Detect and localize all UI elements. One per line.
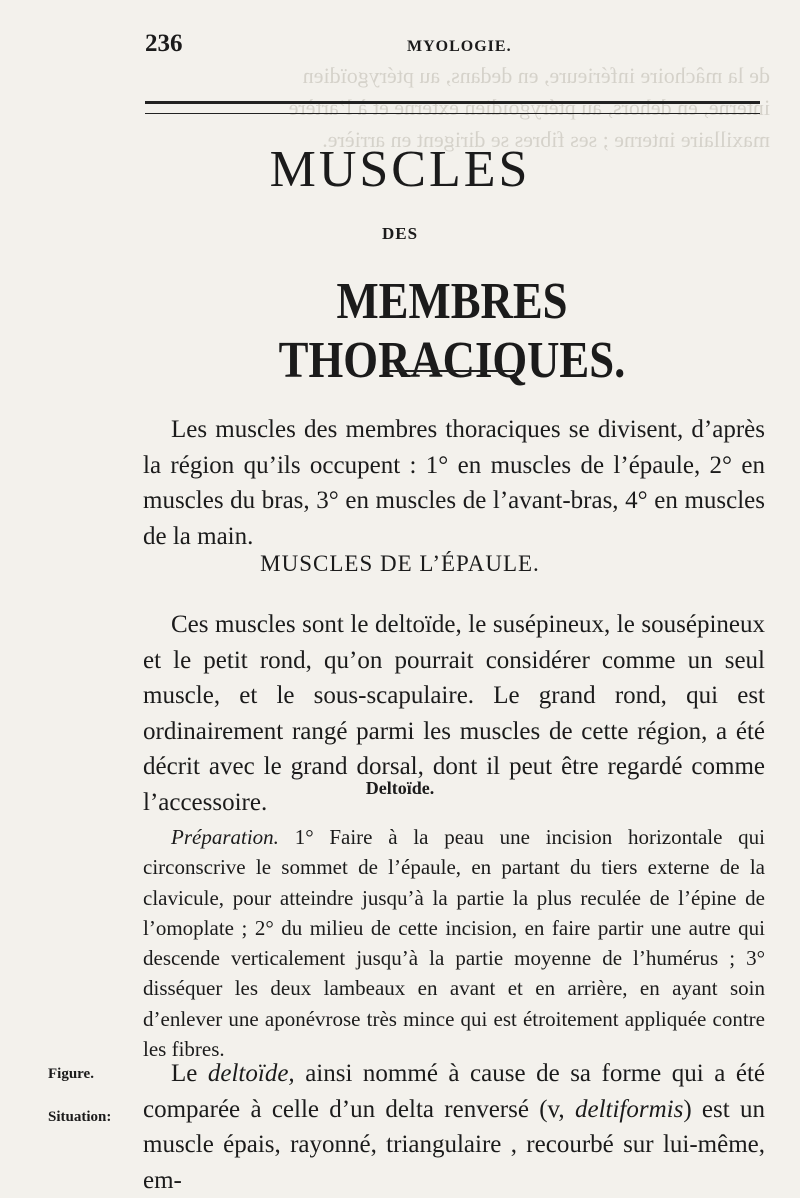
margin-note-situation: Situation:	[48, 1109, 112, 1125]
running-title: MYOLOGIE.	[407, 38, 512, 55]
preparation-text: 1° Faire à la peau une incision horizontale qui circonscrive le sommet de l’épaule, en partant du tiers externe de la clavicule, pour atteindre jusqu’à la partie la plus reculée de l’épine de l’omoplate ; 2° du milieu de cette incision, en faire partir une autre qui descende verticalement jusqu’à la partie moyenne de l’humérus ; 3° disséquer les deux lambeaux en avant et en arrière, en ayant soin d’enlever une aponévrose très mince qui est étroitement appliquée contre les fibres.	[143, 825, 766, 1062]
deltoide-paragraph: Le deltoïde, ainsi nommé à cause de sa forme qui a été comparée à celle d’un delta renversé (v, deltiformis) est un muscle épais, rayonné, triangulaire , recourbé sur lui-même, em-	[143, 1060, 765, 1194]
subsection-title: Deltoïde.	[365, 778, 435, 798]
chapter-title-line2: DES	[381, 224, 419, 243]
running-head	[145, 30, 765, 60]
deltoide-term: deltoïde,	[207, 1060, 295, 1087]
preparation-label: Préparation.	[171, 825, 279, 849]
chapter-title-line3: MEMBRES THORACIQUES.	[278, 273, 626, 389]
section-paragraph: Ces muscles sont le deltoïde, le susépineux, le sousépineux et le petit rond, qu’on pourrait considérer comme un seul muscle, et le sous-scapulaire. Le grand rond, qui est ordinairement rangé parmi les muscles de cette région, a été décrit avec le grand dorsal, dont il peut être regardé comme l’accessoire.	[143, 611, 765, 816]
section-title: MUSCLES DE L’ÉPAULE.	[260, 551, 540, 576]
deltiformis-term: deltiformis	[574, 1095, 684, 1123]
title-rule	[383, 370, 515, 372]
header-rule	[145, 101, 760, 114]
intro-paragraph: Les muscles des membres thoraciques se divisent, d’après la région qu’ils occupent : 1° en muscles de l’épaule, 2° en muscles du bras, 3° en muscles de l’avant-bras, 4° en muscles de la main.	[143, 416, 765, 550]
chapter-title-line1: MUSCLES	[269, 141, 531, 198]
page-number: 236	[145, 30, 183, 57]
preparation-paragraph	[143, 822, 765, 1064]
show-through: de la mâchoire inférieure, en dedans, au ptérygoïdien interne, en dehors, au ptérygoïdien externe et à l’artère maxillaire interne ; ses fibres se dirigent en arrière.	[288, 63, 770, 152]
margin-note-figure: Figure.	[48, 1066, 94, 1082]
